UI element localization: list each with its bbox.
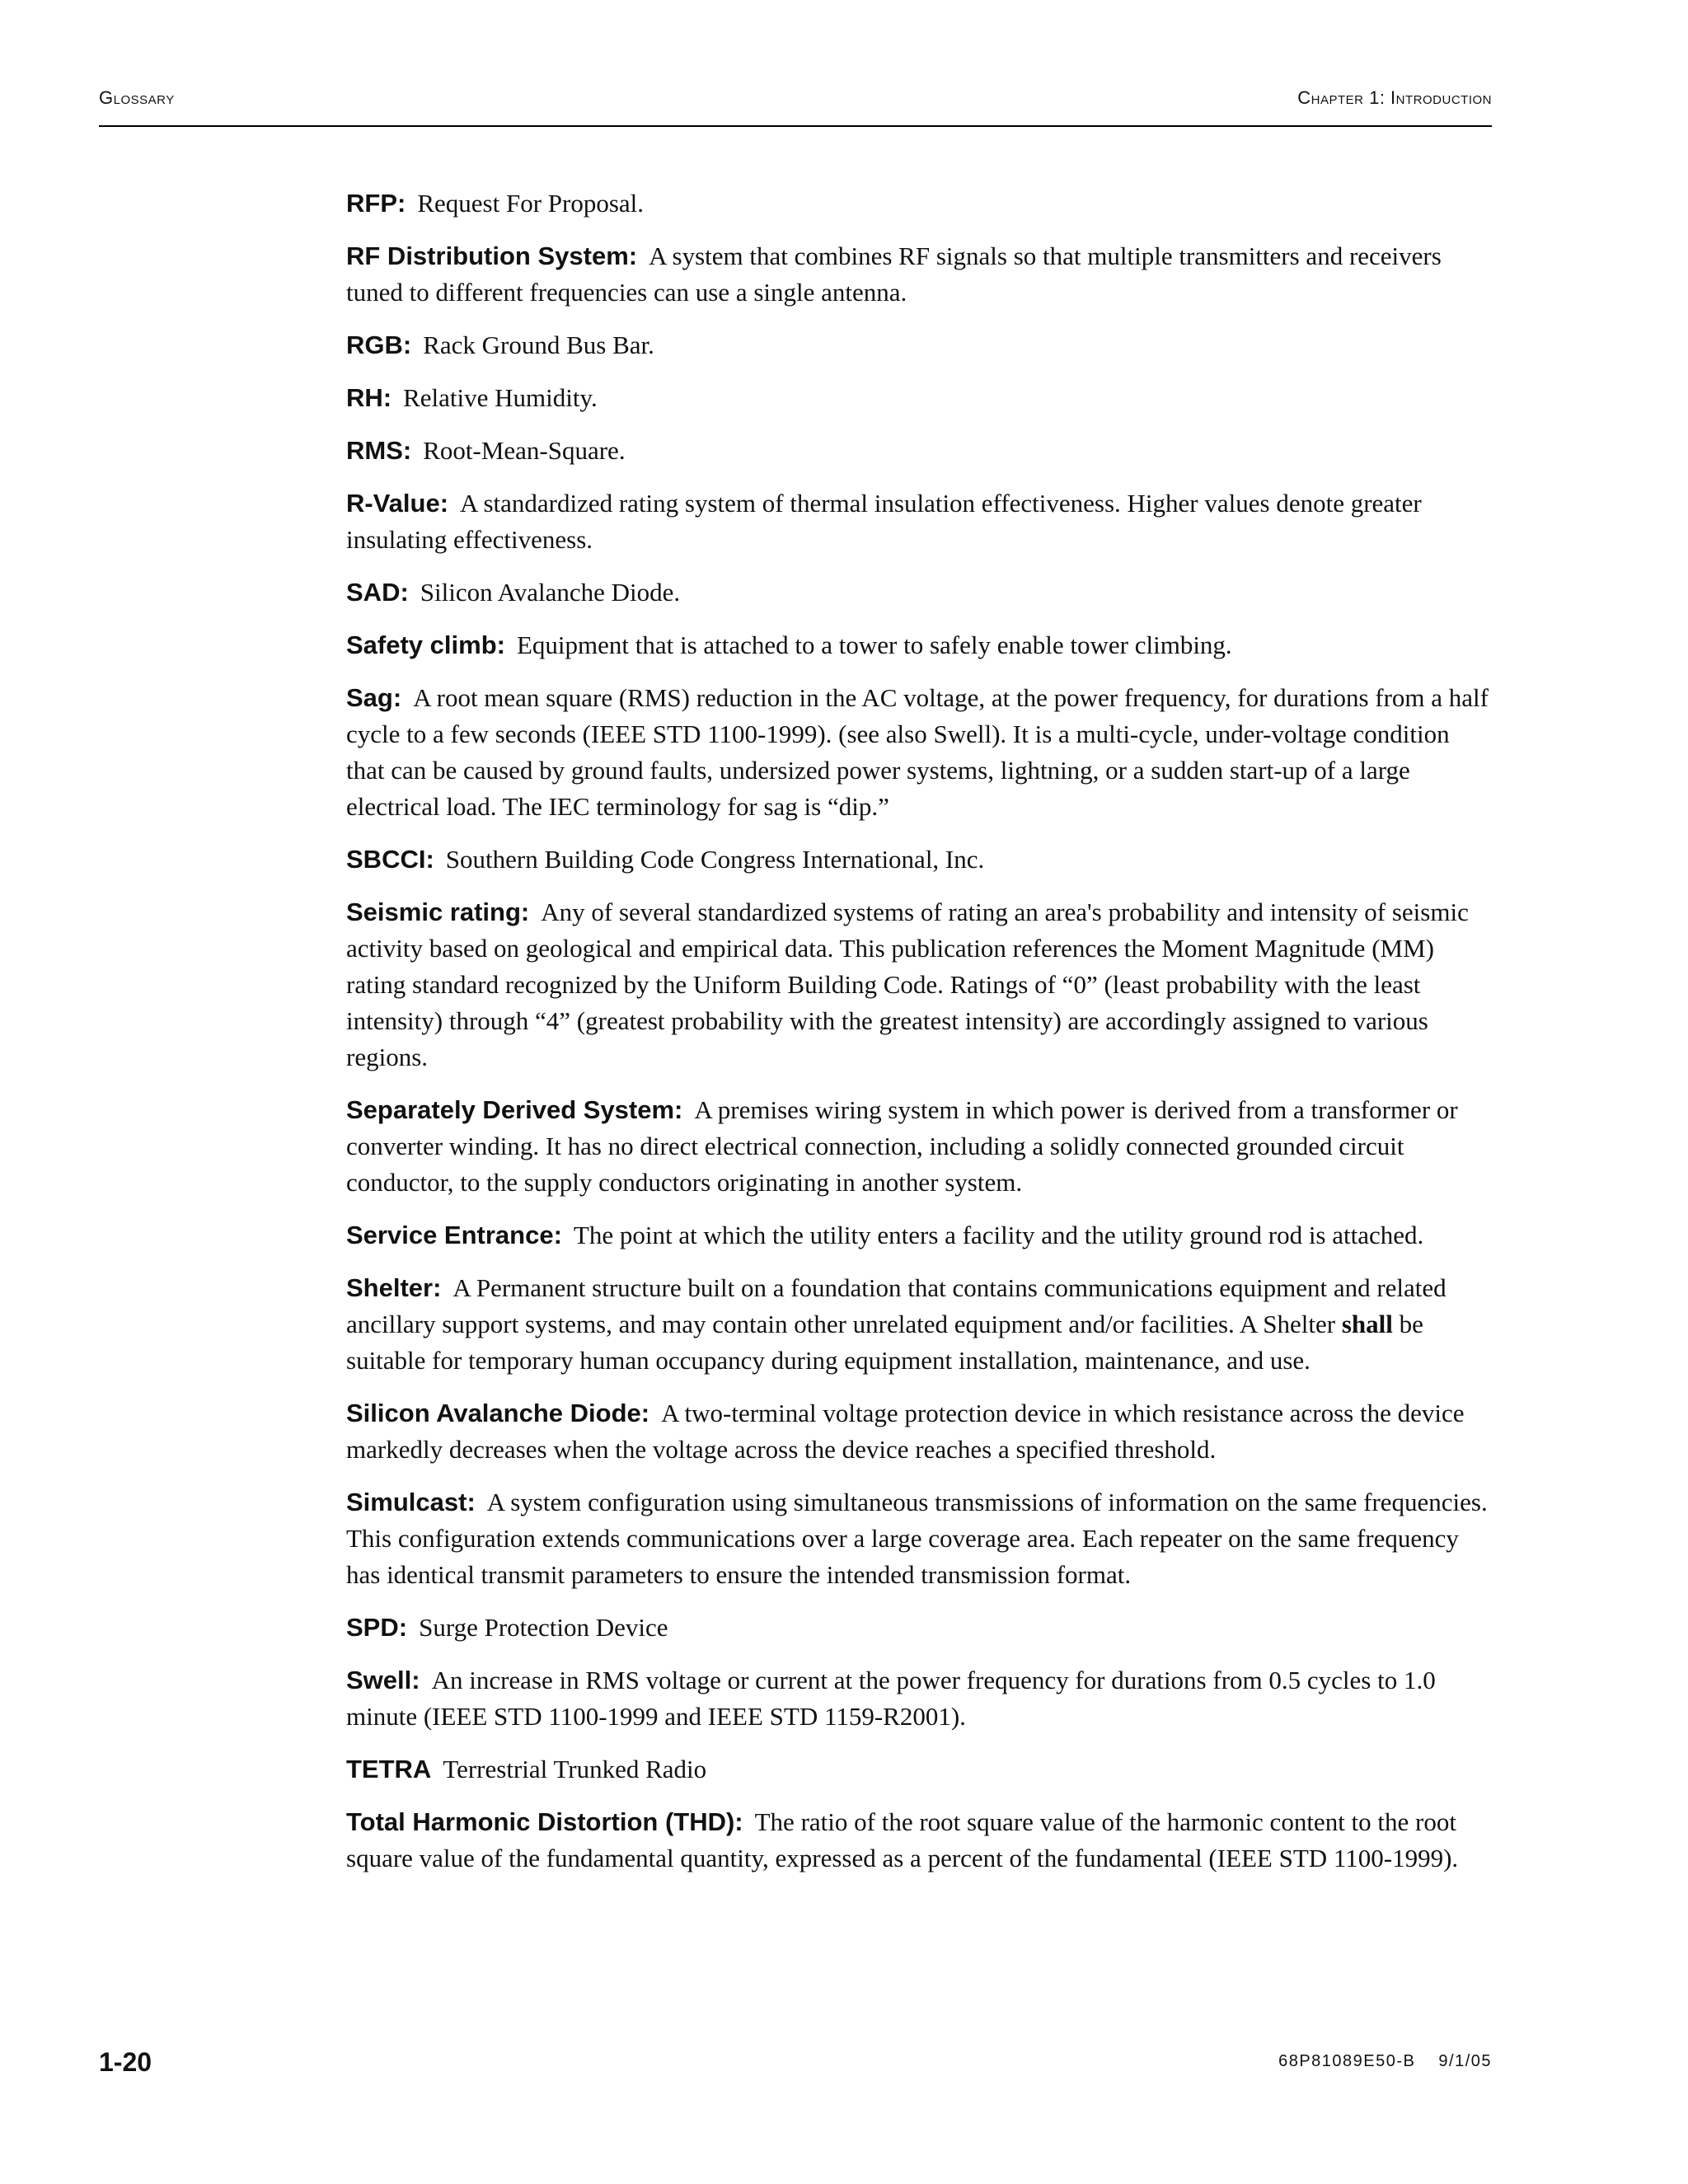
glossary-entry bbox=[346, 1662, 1492, 1735]
glossary-term: RGB: bbox=[346, 330, 412, 359]
glossary-entry bbox=[346, 327, 1492, 363]
glossary-term: Simulcast: bbox=[346, 1488, 476, 1516]
glossary-entry bbox=[346, 485, 1492, 558]
glossary-term: SAD: bbox=[346, 578, 409, 607]
glossary-definition: Root-Mean-Square. bbox=[423, 436, 626, 465]
header-section-title: Glossary bbox=[99, 87, 175, 108]
glossary-definition: The point at which the utility enters a facility and the utility ground rod is attached. bbox=[573, 1221, 1424, 1249]
glossary-entry bbox=[346, 1092, 1492, 1201]
glossary-term: Sag: bbox=[346, 683, 402, 712]
glossary-entry bbox=[346, 841, 1492, 878]
glossary-definition: A root mean square (RMS) reduction in the AC voltage, at the power frequency, for durations from a half cycle to a few seconds (IEEE STD 1100-1999). (see also Swell). It is a multi-cycle, under-voltage condition that can be caused by ground faults, undersized power systems, lightning, or a sudden start-up of a large electrical load. The IEC terminology for sag is “dip.” bbox=[346, 683, 1489, 821]
glossary-definition: Equipment that is attached to a tower to safely enable tower climbing. bbox=[516, 630, 1232, 659]
glossary-term: SBCCI: bbox=[346, 845, 434, 874]
glossary-entry bbox=[346, 1484, 1492, 1593]
document-id-and-date bbox=[1278, 2052, 1492, 2071]
glossary-definition: The ratio of the root square value of the harmonic content to the root square value of the fundamental quantity, expressed as a percent of the fundamental (IEEE STD 1100-1999). bbox=[346, 1807, 1459, 1872]
glossary-entry bbox=[346, 894, 1492, 1076]
glossary-definition: Relative Humidity. bbox=[403, 383, 598, 412]
glossary-definition: Terrestrial Trunked Radio bbox=[443, 1755, 707, 1783]
glossary-entry bbox=[346, 433, 1492, 469]
glossary-entry bbox=[346, 574, 1492, 611]
glossary-term: Total Harmonic Distortion (THD): bbox=[346, 1807, 743, 1836]
glossary-term: Service Entrance: bbox=[346, 1221, 562, 1249]
glossary-definition: Southern Building Code Congress International, Inc. bbox=[445, 845, 985, 874]
glossary-term: RFP: bbox=[346, 189, 406, 218]
glossary-term: Seismic rating: bbox=[346, 898, 530, 926]
glossary-term: Swell: bbox=[346, 1666, 420, 1694]
glossary-definition: A two-terminal voltage protection device in which resistance across the device markedly decreases when the voltage across the device reaches a specified threshold. bbox=[346, 1399, 1465, 1464]
glossary-definition: Request For Proposal. bbox=[417, 189, 645, 218]
definition-text: A Permanent structure built on a foundation that contains communications equipment and related ancillary support systems, and may contain other unrelated equipment and/or facilities. A Shelter bbox=[346, 1273, 1447, 1338]
page-number: 1-20 bbox=[99, 2047, 152, 2077]
glossary-definition bbox=[346, 1273, 1447, 1375]
glossary-term: R-Value: bbox=[346, 489, 449, 518]
glossary-entry bbox=[346, 1217, 1492, 1254]
glossary-entry bbox=[346, 1395, 1492, 1468]
definition-text: be suitable for temporary human occupancy during equipment installation, maintenance, and use. bbox=[346, 1310, 1423, 1375]
glossary-entry bbox=[346, 1751, 1492, 1788]
glossary-entry bbox=[346, 1270, 1492, 1379]
glossary-definition: Silicon Avalanche Diode. bbox=[420, 578, 681, 607]
glossary-entry bbox=[346, 185, 1492, 222]
glossary-definition: A premises wiring system in which power is derived from a transformer or converter winding. It has no direct electrical connection, including a solidly connected grounded circuit conductor, to the supply conductors originating in another system. bbox=[346, 1095, 1458, 1197]
glossary-definition: A standardized rating system of thermal insulation effectiveness. Higher values denote greater insulating effectiveness. bbox=[346, 489, 1422, 554]
glossary-definition: An increase in RMS voltage or current at the power frequency for durations from 0.5 cycles to 1.0 minute (IEEE STD 1100-1999 and IEEE STD 1159-R2001). bbox=[346, 1666, 1436, 1731]
glossary-term: RMS: bbox=[346, 436, 412, 465]
glossary-entry bbox=[346, 680, 1492, 825]
glossary-entry bbox=[346, 1610, 1492, 1646]
glossary-entry bbox=[346, 627, 1492, 663]
glossary-term: RF Distribution System: bbox=[346, 241, 638, 270]
glossary-term: Shelter: bbox=[346, 1273, 442, 1302]
glossary-definition: A system configuration using simultaneous transmissions of information on the same frequencies. This configuration extends communications over a large coverage area. Each repeater on the same frequency has identical transmit parameters to ensure the intended transmission format. bbox=[346, 1488, 1488, 1589]
glossary-definition: Surge Protection Device bbox=[419, 1613, 668, 1642]
glossary-list bbox=[346, 185, 1492, 1893]
glossary-term: Separately Derived System: bbox=[346, 1095, 683, 1124]
glossary-term: Silicon Avalanche Diode: bbox=[346, 1399, 650, 1427]
glossary-entry bbox=[346, 238, 1492, 311]
glossary-definition: Rack Ground Bus Bar. bbox=[423, 330, 654, 359]
glossary-term: Safety climb: bbox=[346, 630, 505, 659]
glossary-entry bbox=[346, 1804, 1492, 1877]
glossary-term: RH: bbox=[346, 383, 392, 412]
glossary-definition: A system that combines RF signals so that multiple transmitters and receivers tuned to different frequencies can use a single antenna. bbox=[346, 241, 1442, 307]
glossary-term: TETRA bbox=[346, 1755, 432, 1783]
glossary-definition: Any of several standardized systems of rating an area's probability and intensity of seismic activity based on geological and empirical data. This publication references the Moment Magnitude (MM) rating standard recognized by the Uniform Building Code. Ratings of “0” (least probability with the least intensity) through “4” (greatest probability with the greatest intensity) are accordingly assigned to various regions. bbox=[346, 898, 1469, 1071]
running-header bbox=[99, 86, 1492, 127]
glossary-entry bbox=[346, 380, 1492, 416]
glossary-term: SPD: bbox=[346, 1613, 408, 1642]
document-id: 68P81089E50-B bbox=[1278, 2052, 1416, 2070]
definition-emphasis: shall bbox=[1341, 1310, 1393, 1338]
header-chapter-title: Chapter 1: Introduction bbox=[1297, 87, 1492, 108]
document-date: 9/1/05 bbox=[1438, 2052, 1492, 2070]
